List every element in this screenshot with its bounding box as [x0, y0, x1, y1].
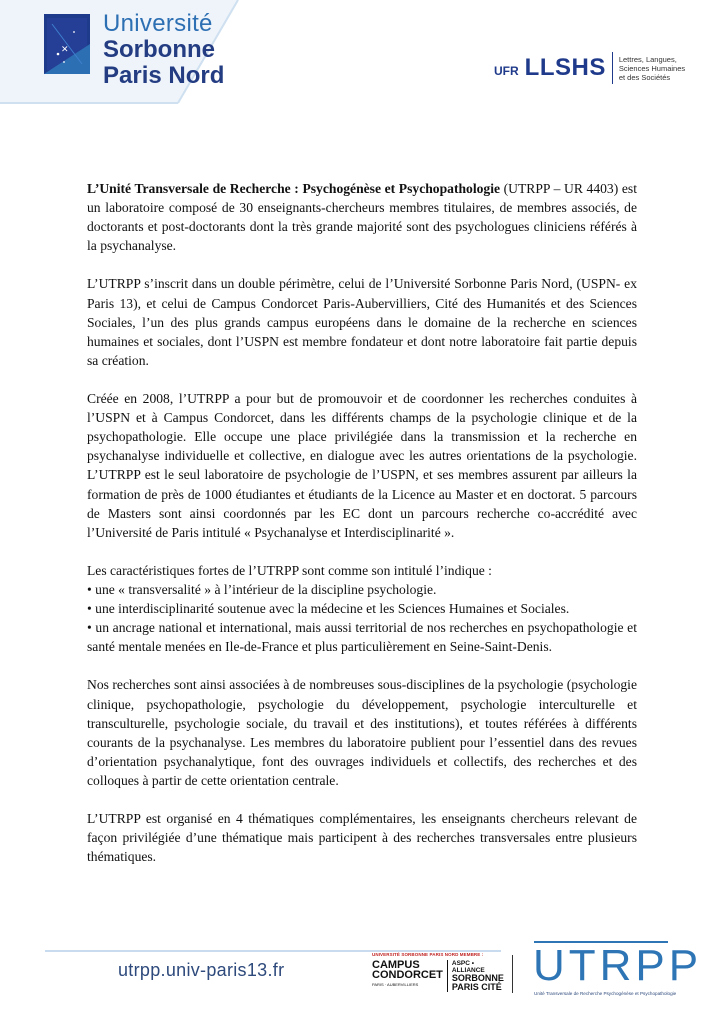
utrpp-logo-text: UTRPP: [533, 941, 703, 990]
ufr-description: [619, 55, 685, 82]
partner-membership-label: UNIVERSITÉ SORBONNE PARIS NORD MEMBRE :: [372, 952, 484, 957]
paragraph-perimeter: L’UTRPP s’inscrit dans un double périmètre, celui de l’Université Sorbonne Paris Nord, (USPN- ex Paris 13), et celui de Campus Condorcet Paris-Aubervilliers, Cité des Humanités et des Sciences Sociales, l’un des plus grands campus européens dans le domaine de la recherche en sciences humaines et sociales, dont l’USPN est membre fondateur et dont notre laboratoire fait partie depuis sa création.: [87, 276, 637, 368]
ufr-divider: [612, 52, 613, 84]
paragraph-history: Créée en 2008, l’UTRPP a pour but de promouvoir et de coordonner les recherches conduites à l’USPN et à Campus Condorcet, dans les différents champs de la psychologie clinique et de la psychopathologie. Elle occupe une place privilégiée dans la transmission et la recherche en psychanalyse individuelle et collective, en dialogue avec les autres orientations de la psychologie. L’UTRPP est le seul laboratoire de psychologie de l’USPN, et ses membres assurent par ailleurs la formation de près de 1000 étudiantes et étudiants de la Licence au Master et en doctorat. 5 parcours de Masters sont ainsi coordonnés par les EC dont un parcours recherche co-accrédité avec l’Université de Paris intitulé « Psychanalyse et Interdisciplinarité ».: [87, 391, 637, 540]
university-name-line2: Sorbonne: [103, 36, 215, 63]
university-name-line3: Paris Nord: [103, 62, 225, 89]
ufr-description-line: et des Sociétés: [618, 72, 671, 82]
characteristics-intro: Les caractéristiques fortes de l’UTRPP sont comme son intitulé l’indique :: [87, 562, 492, 578]
utrpp-logo: [533, 941, 703, 991]
campus-line: CONDORCET: [372, 969, 443, 981]
paragraph-characteristics: [87, 561, 637, 656]
paragraph-intro-text: (UTRPP – UR 4403) est un laboratoire composé de 30 enseignants-chercheurs membres titulaires, de membres associés, de doctorants et post-doctorants dont la très grande majorité sont des psychologues cliniciens référés à la psychanalyse.: [87, 181, 637, 254]
document-body: [87, 179, 637, 866]
ufr-logo: [494, 52, 685, 84]
aspc-line: PARIS CITÉ: [451, 982, 502, 992]
campus-subtitle: PARIS · AUBERVILLIERS: [372, 982, 419, 987]
ufr-description-line: Sciences Humaines: [618, 63, 686, 73]
aspc-line: SORBONNE: [451, 973, 504, 983]
ufr-name: LLSHS: [524, 54, 606, 81]
partner-logos: [372, 952, 504, 996]
paragraph-research: Nos recherches sont ainsi associées à de nombreuses sous-disciplines de la psychologie (psychologie clinique, psychopathologie, psychologie du développement, psychologie interculturelle et transculturelle, psychologie sociale, du travail et des institutions), et toutes référées à différents courants de la psychanalyse. Les membres du laboratoire publient pour l’essentiel dans des revues d’orientation psychanalytique, font des ouvrages individuels et collectifs, des recherches et des colloques à partir de cette orientation centrale.: [87, 677, 637, 788]
university-logo-icon: [44, 14, 90, 74]
aspc-title: ASPC • ALLIANCE: [451, 960, 485, 974]
list-item: • un ancrage national et international, mais aussi territorial de nos recherches en psychopathologie et santé mentale menées en Ile-de-France et plus particulièrement en Seine-Saint-Denis.: [87, 620, 637, 655]
list-item: • une « transversalité » à l’intérieur de la discipline psychologie.: [87, 581, 437, 597]
paragraph-organisation: L’UTRPP est organisé en 4 thématiques complémentaires, les enseignants chercheurs relevant de façon privilégiée d’une thématique mais participent à des recherches transversales entre plusieurs thématiques.: [87, 811, 637, 865]
lab-full-name: L’Unité Transversale de Recherche : Psychogénèse et Psychopathologie: [87, 181, 501, 196]
list-item: • une interdisciplinarité soutenue avec la médecine et les Sciences Humaines et Sociales.: [87, 601, 570, 617]
campus-line: CAMPUS: [372, 959, 420, 971]
footer-separator: [512, 955, 513, 993]
ufr-description-line: Lettres, Langues,: [618, 54, 677, 64]
website-link[interactable]: utrpp.univ-paris13.fr: [118, 960, 285, 980]
university-name: [103, 12, 224, 88]
paragraph-intro: [87, 179, 637, 255]
ufr-prefix: UFR: [494, 64, 519, 78]
utrpp-logo-caption: Unité Transversale de Recherche Psychogénèse et Psychopathologie: [534, 991, 677, 996]
campus-condorcet-logo: [372, 960, 443, 992]
svg-text:✕: ✕: [61, 45, 69, 55]
aspc-logo: [447, 960, 504, 992]
university-name-line1: Université: [103, 10, 213, 37]
